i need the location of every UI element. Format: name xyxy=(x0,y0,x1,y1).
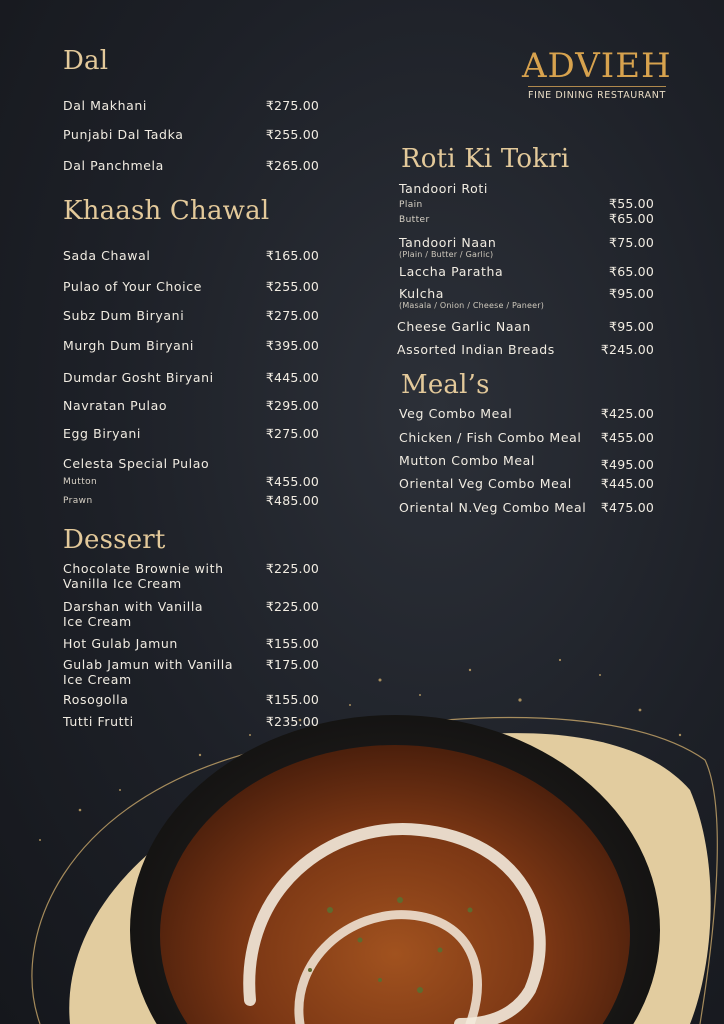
menu-price: ₹455.00 xyxy=(600,430,654,445)
menu-item: Navratan Pulao xyxy=(63,398,168,413)
menu-item: Chicken / Fish Combo Meal xyxy=(399,430,582,445)
menu-item: Oriental N.Veg Combo Meal xyxy=(399,500,587,515)
menu-price: ₹225.00 xyxy=(265,599,319,614)
menu-item: Tutti Frutti xyxy=(63,714,134,729)
menu-item: Egg Biryani xyxy=(63,426,141,441)
menu-item: Hot Gulab Jamun xyxy=(63,636,178,651)
menu-price: ₹495.00 xyxy=(600,457,654,472)
menu-price: ₹55.00 xyxy=(609,196,654,211)
menu-item: Assorted Indian Breads xyxy=(397,342,555,357)
menu-item: Darshan with Vanilla Ice Cream xyxy=(63,599,204,629)
brand-name: ADVIEH xyxy=(522,46,672,86)
menu-price: ₹255.00 xyxy=(265,279,319,294)
menu-price: ₹235.00 xyxy=(265,714,319,729)
menu-price: ₹225.00 xyxy=(265,561,319,576)
menu-item: Kulcha xyxy=(399,286,445,301)
menu-item: Tandoori Roti xyxy=(399,181,488,196)
menu-price: ₹175.00 xyxy=(265,657,319,672)
menu-item: Subz Dum Biryani xyxy=(63,308,185,323)
menu-price: ₹245.00 xyxy=(600,342,654,357)
menu-price: ₹155.00 xyxy=(265,692,319,707)
menu-price: ₹395.00 xyxy=(265,338,319,353)
menu-price: ₹445.00 xyxy=(600,476,654,491)
menu-item: Dumdar Gosht Biryani xyxy=(63,370,214,385)
menu-price: ₹165.00 xyxy=(265,248,319,263)
menu-item: Chocolate Brownie with Vanilla Ice Cream xyxy=(63,561,224,591)
menu-price: ₹255.00 xyxy=(265,127,319,142)
menu-item: Sada Chawal xyxy=(63,248,151,263)
section-title-roti: Roti Ki Tokri xyxy=(401,144,570,174)
menu-item: Dal Panchmela xyxy=(63,158,164,173)
menu-note: (Plain / Butter / Garlic) xyxy=(399,250,494,259)
menu-price: ₹65.00 xyxy=(609,264,654,279)
menu-item: Laccha Paratha xyxy=(399,264,504,279)
menu-price: ₹485.00 xyxy=(265,493,319,508)
menu-item: Cheese Garlic Naan xyxy=(397,319,531,334)
menu-item: Murgh Dum Biryani xyxy=(63,338,194,353)
menu-price: ₹445.00 xyxy=(265,370,319,385)
menu-price: ₹265.00 xyxy=(265,158,319,173)
menu-price: ₹275.00 xyxy=(265,98,319,113)
menu-price: ₹95.00 xyxy=(609,319,654,334)
menu-item: Gulab Jamun with Vanilla Ice Cream xyxy=(63,657,234,687)
menu-item: Mutton Combo Meal xyxy=(399,453,535,468)
menu-price: ₹275.00 xyxy=(265,426,319,441)
menu-note: (Masala / Onion / Cheese / Paneer) xyxy=(399,301,545,310)
brand-tagline: FINE DINING RESTAURANT xyxy=(528,86,666,101)
menu-item: Oriental Veg Combo Meal xyxy=(399,476,572,491)
menu-price: ₹95.00 xyxy=(609,286,654,301)
menu-option: Prawn xyxy=(63,496,93,506)
menu-price: ₹75.00 xyxy=(609,235,654,250)
menu-price: ₹455.00 xyxy=(265,474,319,489)
menu-item: Tandoori Naan xyxy=(399,235,497,250)
section-title-meals: Meal’s xyxy=(401,370,490,400)
menu-option: Mutton xyxy=(63,477,98,487)
menu-item: Pulao of Your Choice xyxy=(63,279,203,294)
menu-item: Dal Makhani xyxy=(63,98,147,113)
menu-option: Plain xyxy=(399,200,423,210)
menu-price: ₹65.00 xyxy=(609,211,654,226)
menu-price: ₹425.00 xyxy=(600,406,654,421)
menu-price: ₹275.00 xyxy=(265,308,319,323)
menu-item: Rosogolla xyxy=(63,692,129,707)
menu-price: ₹155.00 xyxy=(265,636,319,651)
section-title-dal: Dal xyxy=(63,46,109,76)
section-title-chawal: Khaash Chawal xyxy=(63,196,270,226)
menu-item: Punjabi Dal Tadka xyxy=(63,127,184,142)
menu-item: Celesta Special Pulao xyxy=(63,456,210,471)
menu-item: Veg Combo Meal xyxy=(399,406,513,421)
menu-price: ₹295.00 xyxy=(265,398,319,413)
menu-option: Butter xyxy=(399,215,430,225)
section-title-dessert: Dessert xyxy=(63,525,166,555)
menu-price: ₹475.00 xyxy=(600,500,654,515)
